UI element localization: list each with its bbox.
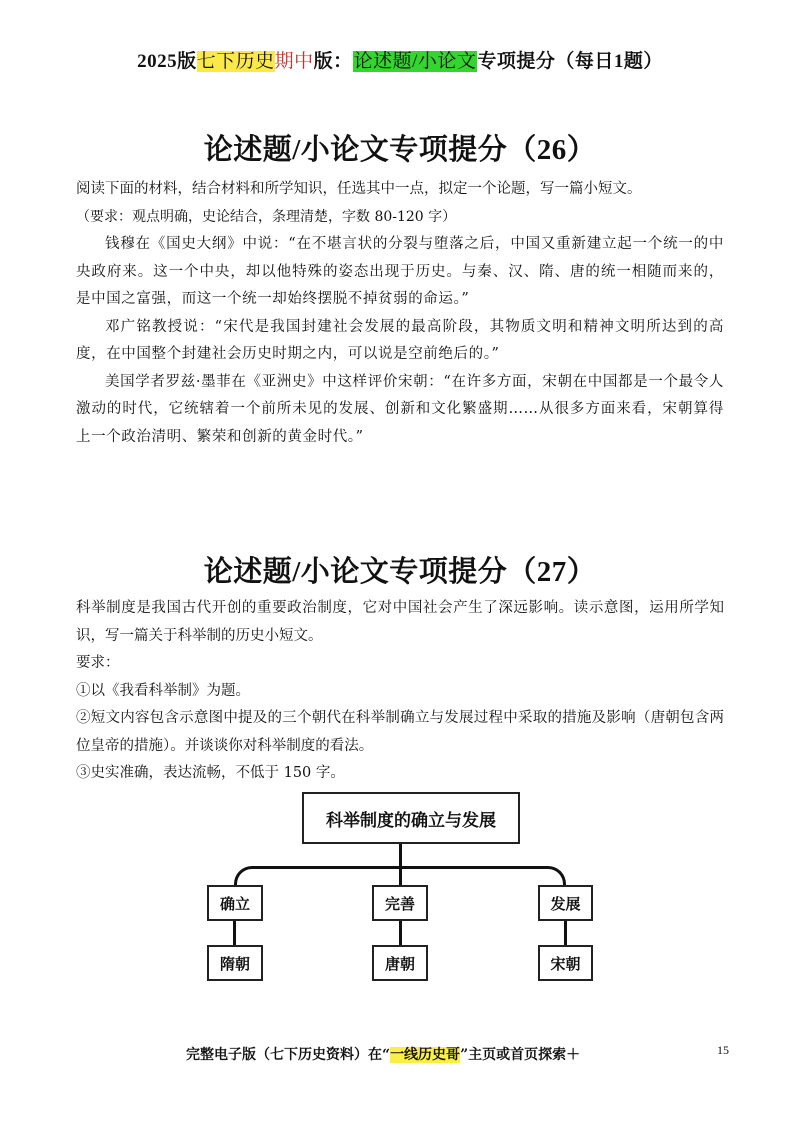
q27-requirement-3: ③史实准确，表达流畅，不低于 150 字。 <box>76 765 345 781</box>
q27-body <box>76 595 724 788</box>
q26-material-1: 钱穆在《国史大纲》中说：“在不堪言状的分裂与堕落之后，中国又重新建立起一个统一的中央政府来。这一个中央，却以他特殊的姿态出现于历史。与秦、汉、隋、唐的统一相随而来的，是中国之富强，而这一个统一却始终摆脱不掉贫弱的命运。” <box>76 236 724 307</box>
diagram-dynasty-box-2: 唐朝 <box>372 945 428 981</box>
footer-highlight: 一线历史哥 <box>390 1047 461 1063</box>
q26-title: 论述题/小论文专项提分（26） <box>203 134 597 166</box>
diagram-connector-3 <box>564 921 567 946</box>
q26-body <box>76 176 724 451</box>
diagram-stage-box-1: 确立 <box>207 885 263 921</box>
diagram-connector-1 <box>233 921 236 946</box>
diagram-connector-2 <box>399 921 402 946</box>
diagram-stage-box-2: 完善 <box>372 885 428 921</box>
q26-material-2: 邓广铭教授说：“宋代是我国封建社会发展的最高阶段，其物质文明和精神文明所达到的高度，在中国整个封建社会历史时期之内，可以说是空前绝后的。” <box>76 318 724 362</box>
q26-requirement: （要求：观点明确，史论结合，条理清楚，字数 80-120 字） <box>76 208 457 225</box>
q26-instruction: 阅读下面的材料，结合材料和所学知识，任选其中一点，拟定一个论题，写一篇小短文。 <box>76 181 642 197</box>
q26-material-3: 美国学者罗兹·墨菲在《亚洲史》中这样评价宋朝：“在许多方面，宋朝在中国都是一个最令人激动的时代，它统辖着一个前所未见的发展、创新和文化繁盛期……从很多方面来看，宋朝算得上一个政治清明、繁荣和创新的黄金时代。” <box>76 373 724 445</box>
q27-req-label: 要求： <box>76 655 120 671</box>
header-prefix: 2025版 <box>137 51 197 72</box>
diagram-stage-box-3: 发展 <box>538 885 593 921</box>
q27-requirement-2: ②短文内容包含示意图中提及的三个朝代在科举制确立与发展过程中采取的措施及影响（唐朝包含两位皇帝的措施）。并谈谈你对科举制度的看法。 <box>76 710 724 754</box>
header-topic-highlight: 论述题/小论文 <box>353 51 477 72</box>
diagram-dynasty-box-3: 宋朝 <box>538 945 593 981</box>
diagram-root-box: 科举制度的确立与发展 <box>302 792 520 844</box>
q27-title: 论述题/小论文专项提分（27） <box>203 556 597 588</box>
diagram-branch-bus <box>234 866 566 888</box>
footer-text-after: ”主页或首页探索＋ <box>460 1047 581 1063</box>
header-grade-highlight: 七下历史 <box>196 51 275 72</box>
header-suffix2: 专项提分（每日1题） <box>477 51 663 72</box>
q27-requirement-1: ①以《我看科举制》为题。 <box>76 682 250 699</box>
diagram-root-connector <box>399 844 402 886</box>
diagram-dynasty-box-1: 隋朝 <box>207 945 263 981</box>
page-footer <box>186 1044 580 1064</box>
header-term-highlight: 期中 <box>274 51 314 72</box>
page-number: 15 <box>717 1043 729 1057</box>
q27-intro: 科举制度是我国古代开创的重要政治制度，它对中国社会产生了深远影响。读示意图，运用所学知识，写一篇关于科举制的历史小短文。 <box>76 600 724 644</box>
header-suffix1: 版： <box>313 51 353 72</box>
page-header <box>0 46 800 73</box>
footer-text-before: 完整电子版（七下历史资料）在“ <box>186 1047 391 1063</box>
